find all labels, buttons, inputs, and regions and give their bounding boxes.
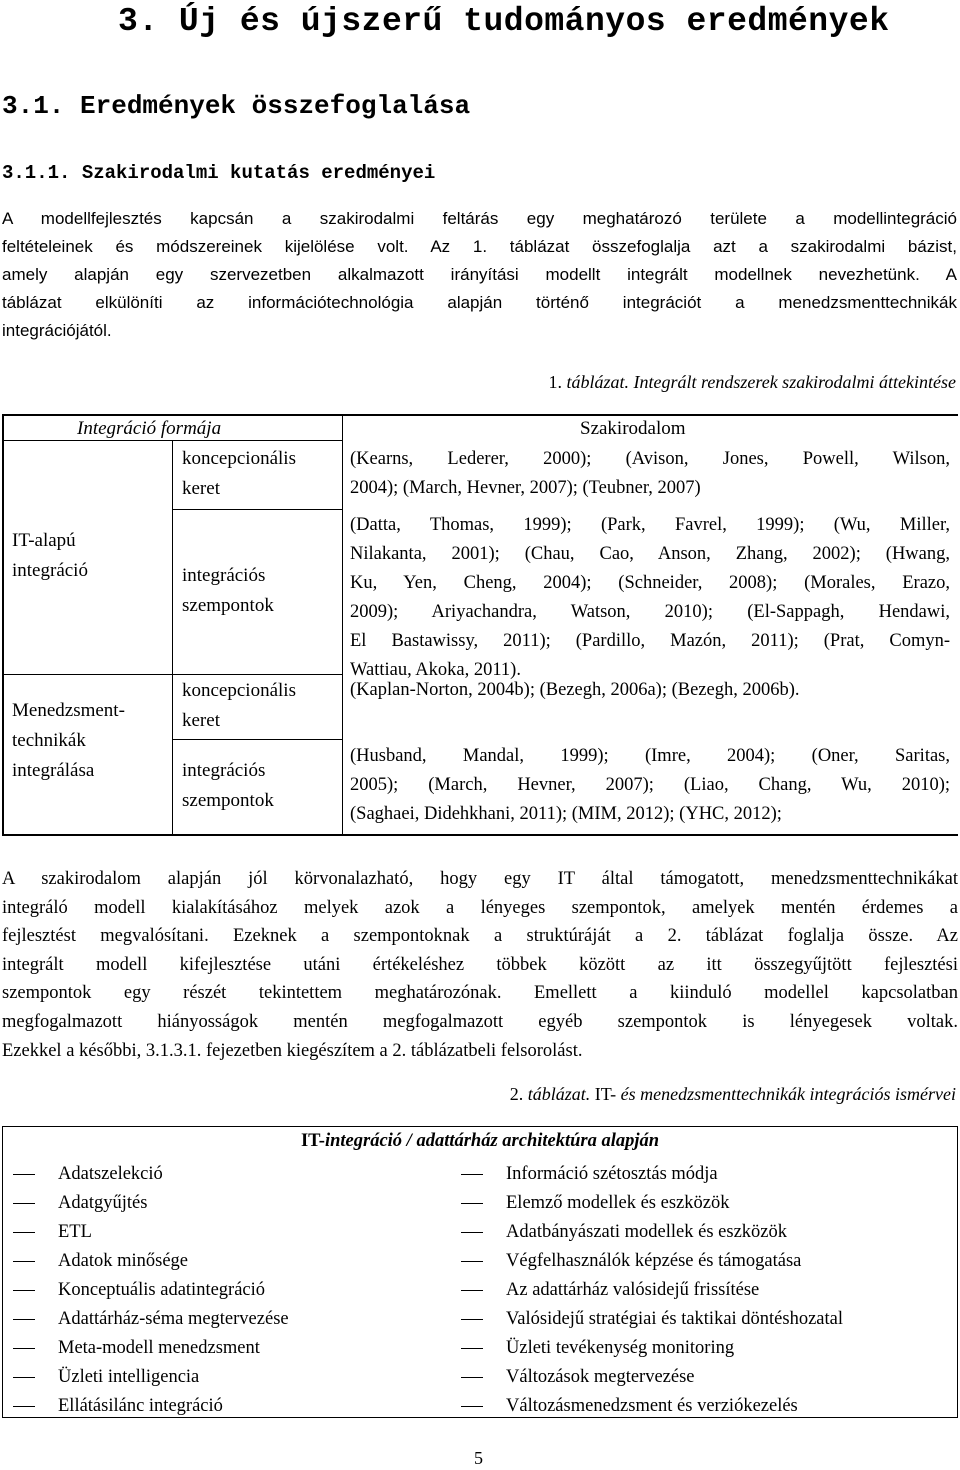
dash-bullet-icon [461, 1261, 483, 1263]
criteria-table [2, 1126, 958, 1418]
citation-line: Wattiau, Akoka, 2011). [350, 660, 521, 680]
citation-line: (Kearns, Lederer, 2000); (Avison, Jones, Powell, Wilson, [350, 449, 950, 469]
aspect-points-it: integrációs szempontok [182, 565, 274, 616]
list-item: Valósidejű stratégiai és taktikai döntéshozatal [461, 1305, 843, 1334]
table-border [172, 739, 342, 740]
intro-line: amely alapján egy szervezetben alkalmazott irányítási modellt integrált modellnek nevezhetünk. A [2, 265, 957, 284]
page-number: 5 [474, 1448, 483, 1468]
body-paragraph [2, 865, 958, 1065]
header-integration-form: Integráció formája [77, 418, 222, 439]
intro-line: A modellfejlesztés kapcsán a szakirodalmi feltárás egy meghatározó területe a modellintegráció [2, 209, 957, 228]
dash-bullet-icon [13, 1261, 35, 1263]
citation-line: 2004); (March, Hevner, 2007); (Teubner, 2007) [350, 478, 701, 498]
list-item: Végfelhasználók képzése és támogatása [461, 1247, 843, 1276]
header-literature: Szakirodalom [580, 418, 686, 439]
dash-bullet-icon [461, 1290, 483, 1292]
citation-line: El Bastawissy, 2011); (Pardillo, Mazón, 2011); (Prat, Comyn- [350, 631, 950, 651]
aspect-points-mgmt: integrációs szempontok [182, 760, 274, 811]
body-line: Ezekkel a későbbi, 3.1.3.1. fejezetben kiegészítem a 2. táblázatbeli felsorolást. [2, 1040, 583, 1061]
body-line: integrált modell kifejlesztése utáni értékeléshez többek között az itt összegyűjtött fejlesztési [2, 954, 958, 975]
dash-bullet-icon [13, 1377, 35, 1379]
intro-line: táblázat elkülöníti az információtechnológia alapján történő integrációt a menedzsmenttechnikák [2, 293, 957, 312]
intro-line: feltételeinek és módszereinek kijelölése volt. Az 1. táblázat összefoglalja azt a szakirodalmi bázist, [2, 237, 957, 256]
body-line: szempontok egy részét tekintettem meghatározónak. Emellett a kiinduló modellel kapcsolatban [2, 983, 958, 1004]
section-title: 3.1. Eredmények összefoglalása [2, 91, 471, 121]
subsection-title: 3.1.1. Szakirodalmi kutatás eredményei [2, 162, 436, 184]
literature-table [2, 414, 958, 836]
citation-line: 2009); Ariyachandra, Watson, 2010); (El-Sappagh, Hendawi, [350, 602, 950, 622]
criteria-table-header: IT-integráció / adattárház architektúra alapján [300, 1131, 660, 1151]
dash-bullet-icon [461, 1377, 483, 1379]
table1-caption [549, 370, 956, 394]
table1-caption-number: 1. [548, 372, 563, 392]
citation-line: (Saghaei, Didehkhani, 2011); (MIM, 2012); (YHC, 2012); [350, 804, 782, 824]
criteria-list-right [461, 1160, 843, 1421]
table-border [2, 674, 342, 675]
dash-bullet-icon [461, 1174, 483, 1176]
list-item: Üzleti tevékenység monitoring [461, 1334, 843, 1363]
table-border [172, 509, 342, 510]
list-item: Adatgyűjtés [13, 1189, 289, 1218]
citation-line: Ku, Yen, Cheng, 2004); (Schneider, 2008); (Morales, Erazo, [350, 573, 950, 593]
list-item: Konceptuális adatintegráció [13, 1276, 289, 1305]
chapter-title: 3. Új és újszerű tudományos eredmények [118, 3, 890, 40]
dash-bullet-icon [13, 1319, 35, 1321]
table-border [342, 414, 343, 836]
table2-caption: 2. táblázat. IT- és menedzsmenttechnikák integrációs ismérvei [509, 1084, 956, 1104]
list-item: Elemző modellek és eszközök [461, 1189, 843, 1218]
aspect-framework-it: koncepcionális keret [182, 448, 296, 499]
list-item: Változásmenedzsment és verziókezelés [461, 1392, 843, 1421]
table2-caption-number: 2. [509, 1084, 524, 1104]
dash-bullet-icon [13, 1174, 35, 1176]
dash-bullet-icon [461, 1203, 483, 1205]
citation-line: (Husband, Mandal, 1999); (Imre, 2004); (Oner, Saritas, [350, 746, 950, 766]
citation-line: 2005); (March, Hevner, 2007); (Liao, Chang, Wu, 2010); [350, 775, 950, 795]
dash-bullet-icon [13, 1232, 35, 1234]
literature-mgmt-framework [350, 676, 950, 705]
criteria-list-left [13, 1160, 289, 1421]
intro-line: integrációjától. [2, 321, 112, 340]
list-item: Változások megtervezése [461, 1363, 843, 1392]
dash-bullet-icon [13, 1406, 35, 1408]
table-border [2, 414, 4, 836]
dash-bullet-icon [13, 1203, 35, 1205]
list-item: Adatok minősége [13, 1247, 289, 1276]
dash-bullet-icon [461, 1406, 483, 1408]
list-item: Üzleti intelligencia [13, 1363, 289, 1392]
literature-it-framework [350, 445, 950, 503]
table1-caption-text: táblázat. Integrált rendszerek szakirodalmi áttekintése [566, 372, 956, 392]
list-item: Meta-modell menedzsment [13, 1334, 289, 1363]
body-line: fejlesztést megvalósítani. Ezeknek a szempontoknak a struktúráját a 2. táblázat foglalja össze. Az [2, 926, 958, 947]
dash-bullet-icon [461, 1348, 483, 1350]
dash-bullet-icon [461, 1232, 483, 1234]
dash-bullet-icon [13, 1290, 35, 1292]
table-border [172, 440, 173, 836]
dash-bullet-icon [461, 1319, 483, 1321]
aspect-framework-mgmt: koncepcionális keret [182, 680, 296, 731]
group-it-label: IT-alapú integráció [12, 530, 88, 581]
list-item: Az adattárház valósidejű frissítése [461, 1276, 843, 1305]
citation-line: (Datta, Thomas, 1999); (Park, Favrel, 1999); (Wu, Miller, [350, 515, 950, 535]
group-mgmt-label: Menedzsment- technikák integrálása [12, 700, 125, 781]
intro-paragraph [2, 205, 957, 345]
body-line: megfogalmazott hiányosságok mentén megfogalmazott egyéb szempontok is lényegesek voltak. [2, 1011, 958, 1032]
list-item: Adattárház-séma megtervezése [13, 1305, 289, 1334]
list-item: Ellátásilánc integráció [13, 1392, 289, 1421]
dash-bullet-icon [13, 1348, 35, 1350]
citation-line: (Kaplan-Norton, 2004b); (Bezegh, 2006a); (Bezegh, 2006b). [350, 680, 800, 700]
list-item: Adatbányászati modellek és eszközök [461, 1218, 843, 1247]
table-border [2, 834, 958, 836]
body-line: A szakirodalom alapján jól körvonalazható, hogy egy IT által támogatott, menedzsmenttechnikákat [2, 869, 958, 889]
list-item: Adatszelekció [13, 1160, 289, 1189]
citation-line: Nilakanta, 2001); (Chau, Cao, Anson, Zhang, 2002); (Hwang, [350, 544, 950, 564]
list-item: ETL [13, 1218, 289, 1247]
literature-it-points [350, 511, 950, 685]
body-line: integráló modell kialakításához melyek azok a lényeges szempontok, amelyek mentén érdemes a [2, 897, 958, 918]
literature-mgmt-points [350, 742, 950, 829]
list-item: Információ szétosztás módja [461, 1160, 843, 1189]
